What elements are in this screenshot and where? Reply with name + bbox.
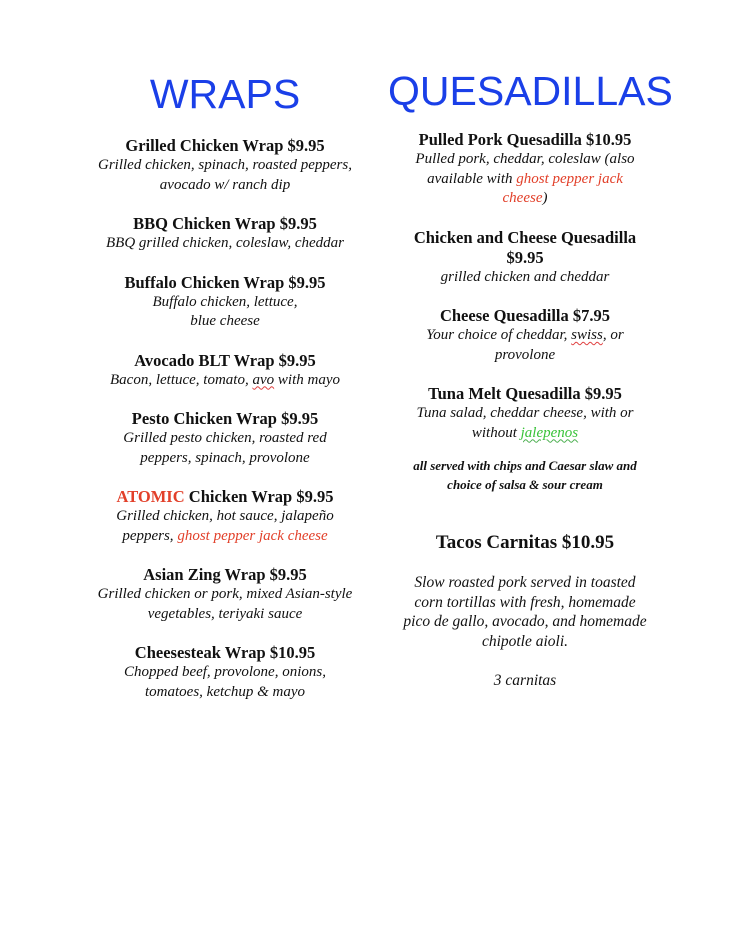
item-title (88, 487, 362, 507)
note-line: choice of salsa & sour cream (447, 476, 603, 492)
atomic-highlight: ATOMIC (116, 487, 185, 506)
tacos-desc-line: pico de gallo, avocado, and homemade (403, 613, 647, 630)
tacos-desc-line: chipotle aioli. (481, 632, 569, 650)
desc-text: available with (427, 170, 517, 187)
desc-text: Bacon, lettuce, tomato, (110, 371, 253, 388)
menu-item (388, 384, 662, 443)
menu-item (88, 487, 362, 546)
item-desc: Grilled chicken, spinach, roasted peppers, (98, 157, 352, 173)
item-desc (388, 424, 662, 444)
desc-text: without (471, 424, 521, 441)
ghost-pepper-highlight: ghost pepper jack cheese (177, 527, 328, 544)
tacos-count: 3 carnitas (493, 672, 557, 689)
item-desc (88, 371, 362, 391)
desc-text: peppers, (122, 527, 178, 544)
spellcheck-word: swiss (571, 327, 603, 343)
tacos-desc-line: Slow roasted pork served in toasted (414, 574, 636, 591)
item-desc: tomatoes, ketchup & mayo (145, 683, 305, 700)
wraps-heading: WRAPS (149, 71, 301, 117)
desc-text: ) (542, 190, 548, 206)
item-title: $9.95 (506, 247, 544, 267)
item-title: Pulled Pork Quesadilla $10.95 (418, 130, 632, 149)
menu-item (388, 228, 662, 288)
item-desc: Tuna salad, cheddar cheese, with or (416, 405, 634, 421)
item-desc: avocado w/ ranch dip (159, 176, 291, 193)
item-desc: peppers, spinach, provolone (140, 449, 310, 466)
tacos-title: Tacos Carnitas $10.95 (435, 532, 615, 553)
item-desc: blue cheese (190, 313, 260, 329)
tacos-section (388, 532, 662, 691)
item-desc: grilled chicken and cheddar (440, 268, 610, 285)
menu-item (88, 643, 362, 702)
desc-text: Your choice of cheddar, (426, 327, 572, 343)
item-desc: BBQ grilled chicken, coleslaw, cheddar (106, 235, 344, 251)
ghost-pepper-highlight: ghost pepper jack (516, 170, 623, 187)
item-title: Tuna Melt Quesadilla $9.95 (428, 384, 622, 403)
menu-item (88, 273, 362, 332)
item-desc: Grilled chicken or pork, mixed Asian-style (97, 586, 353, 602)
item-title: Chicken and Cheese Quesadilla (413, 227, 637, 247)
item-title: Cheese Quesadilla $7.95 (439, 306, 611, 325)
spellcheck-word: jalepenos (520, 424, 579, 441)
item-desc: Pulled pork, cheddar, coleslaw (also (415, 151, 635, 167)
tacos-desc (388, 573, 662, 651)
item-desc (388, 326, 662, 346)
served-with-note (388, 457, 662, 494)
item-desc: Grilled chicken, hot sauce, jalapeño (116, 508, 334, 524)
item-title: Cheesesteak Wrap $10.95 (134, 643, 316, 662)
menu-item (388, 306, 662, 365)
desc-text: with mayo (274, 371, 340, 388)
item-title: BBQ Chicken Wrap $9.95 (133, 214, 317, 233)
item-title: Pesto Chicken Wrap $9.95 (131, 409, 319, 428)
tacos-desc-line: corn tortillas with fresh, homemade (414, 593, 636, 611)
menu-item (88, 351, 362, 391)
item-desc: provolone (494, 346, 556, 363)
desc-text: , or (602, 327, 624, 343)
quesadillas-heading: QUESADILLAS (388, 68, 673, 114)
item-desc: Chopped beef, provolone, onions, (124, 664, 326, 680)
item-desc: Grilled pesto chicken, roasted red (123, 430, 327, 446)
item-title: Avocado BLT Wrap $9.95 (134, 350, 316, 370)
menu-item (88, 565, 362, 624)
note-line: all served with chips and Caesar slaw and (413, 458, 637, 473)
item-desc (388, 170, 662, 190)
menu-item (88, 136, 362, 195)
spellcheck-word: avo (252, 371, 275, 388)
quesadillas-list (388, 130, 662, 691)
menu-item (88, 409, 362, 468)
item-desc: Buffalo chicken, lettuce, (152, 293, 298, 310)
title-text: Chicken Wrap $9.95 (184, 487, 334, 506)
item-title: Buffalo Chicken Wrap $9.95 (124, 272, 326, 292)
menu-item (388, 130, 662, 209)
wraps-list (88, 136, 362, 721)
item-title: Asian Zing Wrap $9.95 (143, 565, 307, 584)
item-desc (88, 527, 362, 547)
item-desc: vegetables, teriyaki sauce (147, 605, 303, 622)
ghost-pepper-highlight: cheese (502, 190, 543, 206)
item-desc (388, 189, 662, 209)
item-title: Grilled Chicken Wrap $9.95 (125, 136, 325, 155)
menu-item (88, 214, 362, 254)
